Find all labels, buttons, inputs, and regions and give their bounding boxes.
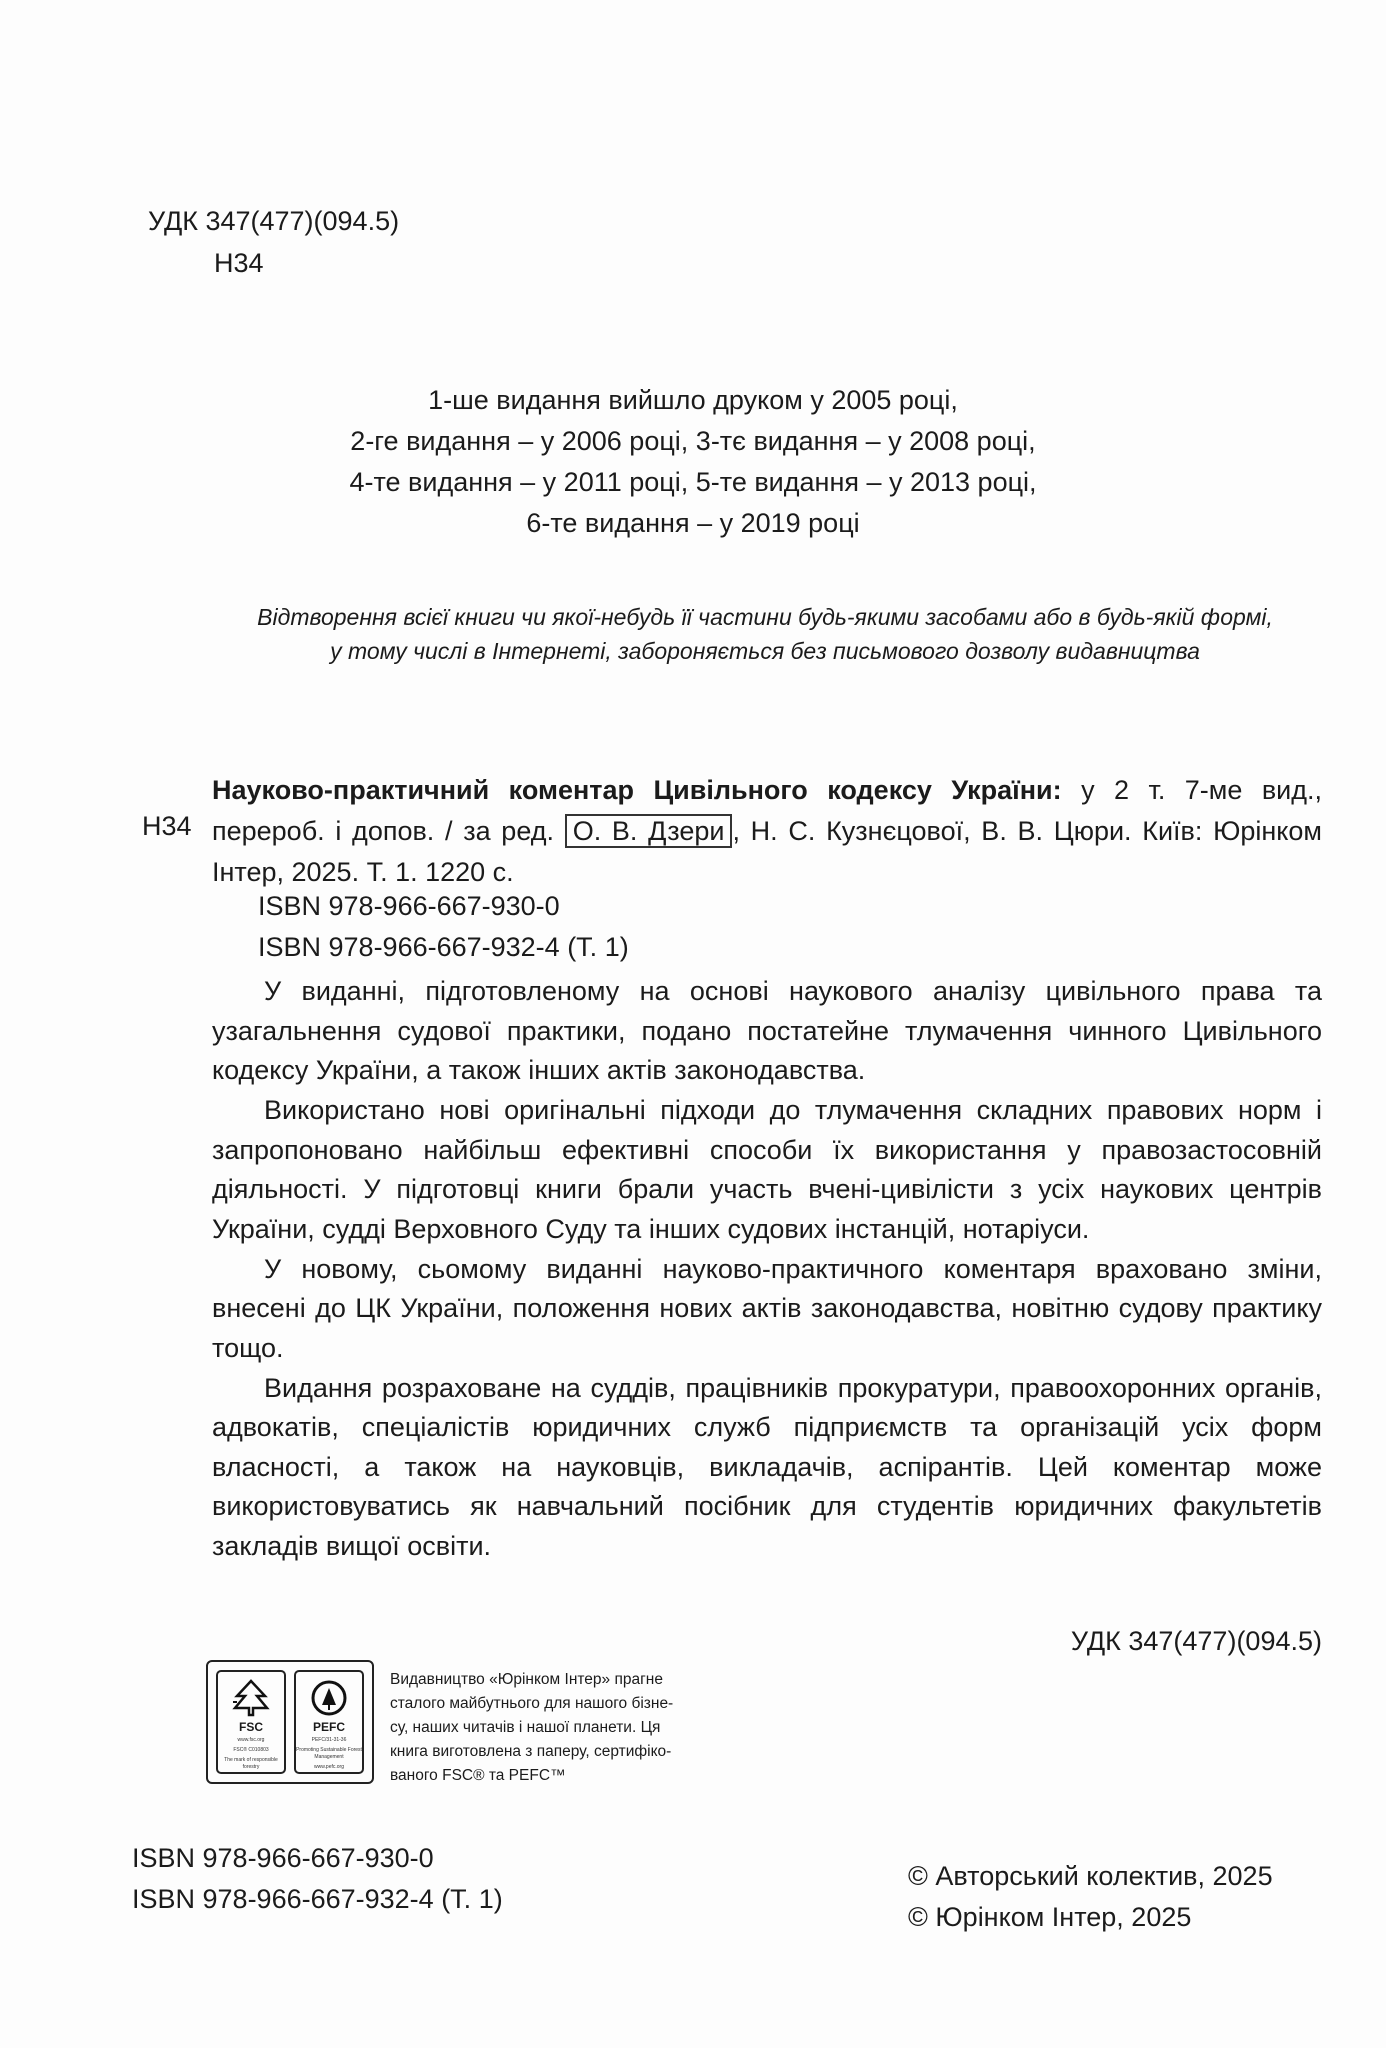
udk-header bbox=[148, 200, 399, 284]
isbn-bottom-2: ISBN 978-966-667-932-4 (Т. 1) bbox=[132, 1884, 503, 1914]
annotation-paragraph: Використано нові оригінальні підходи до тлумачення складних правових норм і запропоновано найбільш ефективні способи їх використання у правозастосовній діяльності. У підготовці книги брали участь вчені-цивілісти з усіх наукових центрів України, судді Верховного Суду та інших судових інстанцій, нотаріуси. bbox=[212, 1095, 1322, 1244]
eco-line: Видавництво «Юрінком Інтер» прагне bbox=[390, 1671, 663, 1688]
eco-line: сталого майбутнього для нашого бізне- bbox=[390, 1695, 674, 1712]
bib-rest-2: , Н. С. Кузнєцової, В. В. Цюри. Київ: Юрінком Інтер, 2025. Т. 1. 1220 с. bbox=[212, 816, 1322, 887]
sustainability-statement bbox=[390, 1668, 710, 1788]
eco-line: книга виготовлена з паперу, сертифіко- bbox=[390, 1743, 672, 1760]
annotation-paragraph: Видання розраховане на суддів, працівників прокуратури, правоохоронних органів, адвокатів, спеціалістів юридичних служб підприємств та організацій усіх форм власності, а також на науковців, викладачів, аспірантів. Цей коментар може використовуватись як навчальний посібник для студентів юридичних факультетів закладів вищої освіти. bbox=[212, 1372, 1322, 1561]
bibliographic-record bbox=[212, 770, 1322, 893]
edition-line-3: 4-те видання – у 2011 році, 5-те видання – у 2013 році, bbox=[349, 467, 1037, 497]
eco-line: ваного FSC® та PEFC™ bbox=[390, 1767, 566, 1784]
copyright-block bbox=[908, 1856, 1273, 1938]
eco-line: су, наших читачів і нашої планети. Ця bbox=[390, 1719, 661, 1736]
edition-line-2: 2-ге видання – у 2006 році, 3-тє видання – у 2008 році, bbox=[350, 426, 1036, 456]
annotation-paragraph: У новому, сьомому виданні науково-практичного коментаря враховано зміни, внесені до ЦК України, положення нових актів законодавства, новітню судову практику тощо. bbox=[212, 1253, 1322, 1363]
edition-line-1: 1-ше видання вийшло друком у 2005 році, bbox=[428, 385, 958, 415]
bib-description bbox=[212, 770, 1322, 893]
isbn-bottom bbox=[132, 1838, 503, 1920]
certification-logos bbox=[206, 1660, 374, 1784]
pefc-circle-icon bbox=[309, 1678, 349, 1718]
fsc-label: FSC bbox=[239, 1720, 263, 1734]
bib-isbn-2: ISBN 978-966-667-932-4 (Т. 1) bbox=[258, 932, 629, 962]
annotation bbox=[212, 972, 1322, 1566]
notice-line-2: у тому числі в Інтернеті, забороняється без письмового дозволу видавництва bbox=[330, 638, 1200, 664]
isbn-bottom-1: ISBN 978-966-667-930-0 bbox=[132, 1843, 434, 1873]
copyright-line-2: © Юрінком Інтер, 2025 bbox=[908, 1902, 1192, 1932]
fsc-logo bbox=[216, 1670, 286, 1774]
reproduction-notice bbox=[180, 600, 1350, 668]
fsc-small: www.fsc.org bbox=[237, 1737, 265, 1743]
bib-title: Науково-практичний коментар Цивільного кодексу України: bbox=[212, 775, 1062, 805]
pefc-label: PEFC bbox=[312, 1720, 345, 1734]
bib-side-code: Н34 bbox=[142, 811, 192, 841]
bib-isbn-block bbox=[258, 886, 629, 968]
copyright-line-1: © Авторський колектив, 2025 bbox=[908, 1861, 1273, 1891]
edition-line-4: 6-те видання – у 2019 році bbox=[526, 508, 860, 538]
udk-code-right: УДК 347(477)(094.5) bbox=[1070, 1626, 1322, 1656]
fsc-code: FSC® C010803 bbox=[233, 1747, 269, 1753]
bib-editor-boxed: О. В. Дзери bbox=[565, 814, 733, 848]
pefc-logo bbox=[294, 1670, 364, 1774]
bib-rest-1: у 2 т. 7-ме вид., перероб. і допов. / за ред. bbox=[212, 775, 1323, 846]
annotation-paragraph: У виданні, підготовленому на основі наукового аналізу цивільного права та узагальнення судової практики, подано постатейне тлумачення чинного Цивільного кодексу України, а також інших актів законодавства. bbox=[212, 976, 1322, 1085]
notice-line-1: Відтворення всієї книги чи якої-небудь її частини будь-якими засобами або в будь-якій формі, bbox=[257, 604, 1273, 630]
pefc-url: www.pefc.org bbox=[313, 1764, 344, 1770]
pefc-small: PEFC/31-31-36 bbox=[311, 1737, 347, 1743]
editions-history bbox=[0, 380, 1386, 544]
fsc-tree-icon bbox=[229, 1678, 273, 1718]
udk-code: УДК 347(477)(094.5) bbox=[148, 206, 400, 236]
bib-isbn-1: ISBN 978-966-667-930-0 bbox=[258, 891, 560, 921]
fsc-tagline: The mark of responsible forestry bbox=[224, 1757, 278, 1770]
pefc-tagline: Promoting Sustainable Forest Management bbox=[296, 1747, 362, 1760]
author-sign-code: Н34 bbox=[214, 248, 264, 278]
